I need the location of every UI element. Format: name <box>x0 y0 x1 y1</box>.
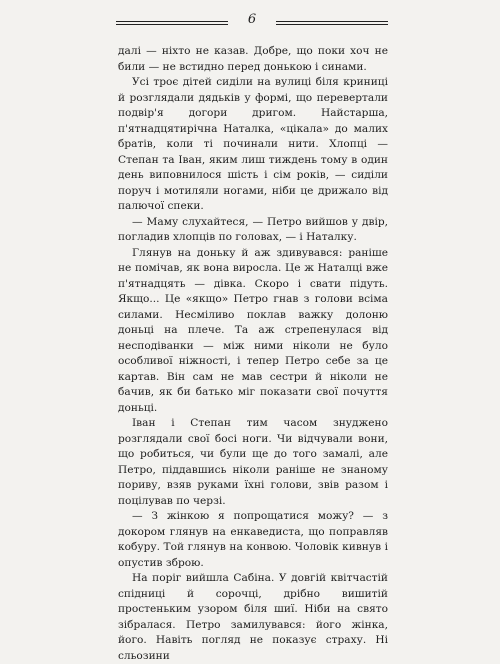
paragraph: Усі троє дітей сиділи на вулиці біля криниці й розглядали дядьків у формі, що перевертали подвір'я догори дригом. Найстарша, п'ятнадцятирічна Наталка, «цікала» до малих братів, коли ті починали нити. Хлопці — Степан та Іван, яким лиш тиждень тому в один день виповнилося шість і сім років, — сиділи поруч і мотиляли ногами, ніби це дрижало від палючої спеки. <box>118 76 388 212</box>
header-rule-right <box>276 21 388 25</box>
page-header <box>116 12 388 34</box>
paragraph: далі — ніхто не казав. Добре, що поки хоч не били — не встидно перед донькою і синами. <box>118 45 388 73</box>
body-text <box>118 44 388 664</box>
paragraph: Іван і Степан тим часом знуджено розглядали свої босі ноги. Чи відчували вони, що робиться, чи були ще до того замалі, але Петро, піддавшись ніколи раніше не знаному пориву, взяв руками їхні голови, звів разом і поцілував по черзі. <box>118 417 388 507</box>
paragraph: Глянув на доньку й аж здивувався: раніше не помічав, як вона виросла. Це ж Наталці вже п'ятнадцять — дівка. Скоро і свати підуть. Якщо... Це «якщо» Петро гнав з голови всіма силами. Несміливо поклав важку долоню доньці на плече. Та аж стрепенулася від несподіванки — між ними ніколи не було особливої ніжності, і тепер Петро себе за це картав. Він сам не мав сестри й ніколи не бачив, як би батько міг показати свої почуття доньці. <box>118 246 388 414</box>
paragraph: На поріг вийшла Сабіна. У довгій квітчастій спідниці й сорочці, дрібно вишитій простеньким узором біля шиї. Ніби на свято зібралася. Петро замилувався: його жінка, його. Навіть погляд не показує страху. Ні сльозини <box>118 572 388 662</box>
paragraph: — Маму слухайтеся, — Петро вийшов у двір, погладив хлопців по головах, — і Наталку. <box>118 215 388 243</box>
paragraph: — З жінкою я попрощатися можу? — з докором глянув на енкаведиста, що поправляв кобуру. Той глянув на конвою. Чоловік кивнув і опустив зброю. <box>118 510 388 569</box>
page-number: 6 <box>247 12 257 27</box>
